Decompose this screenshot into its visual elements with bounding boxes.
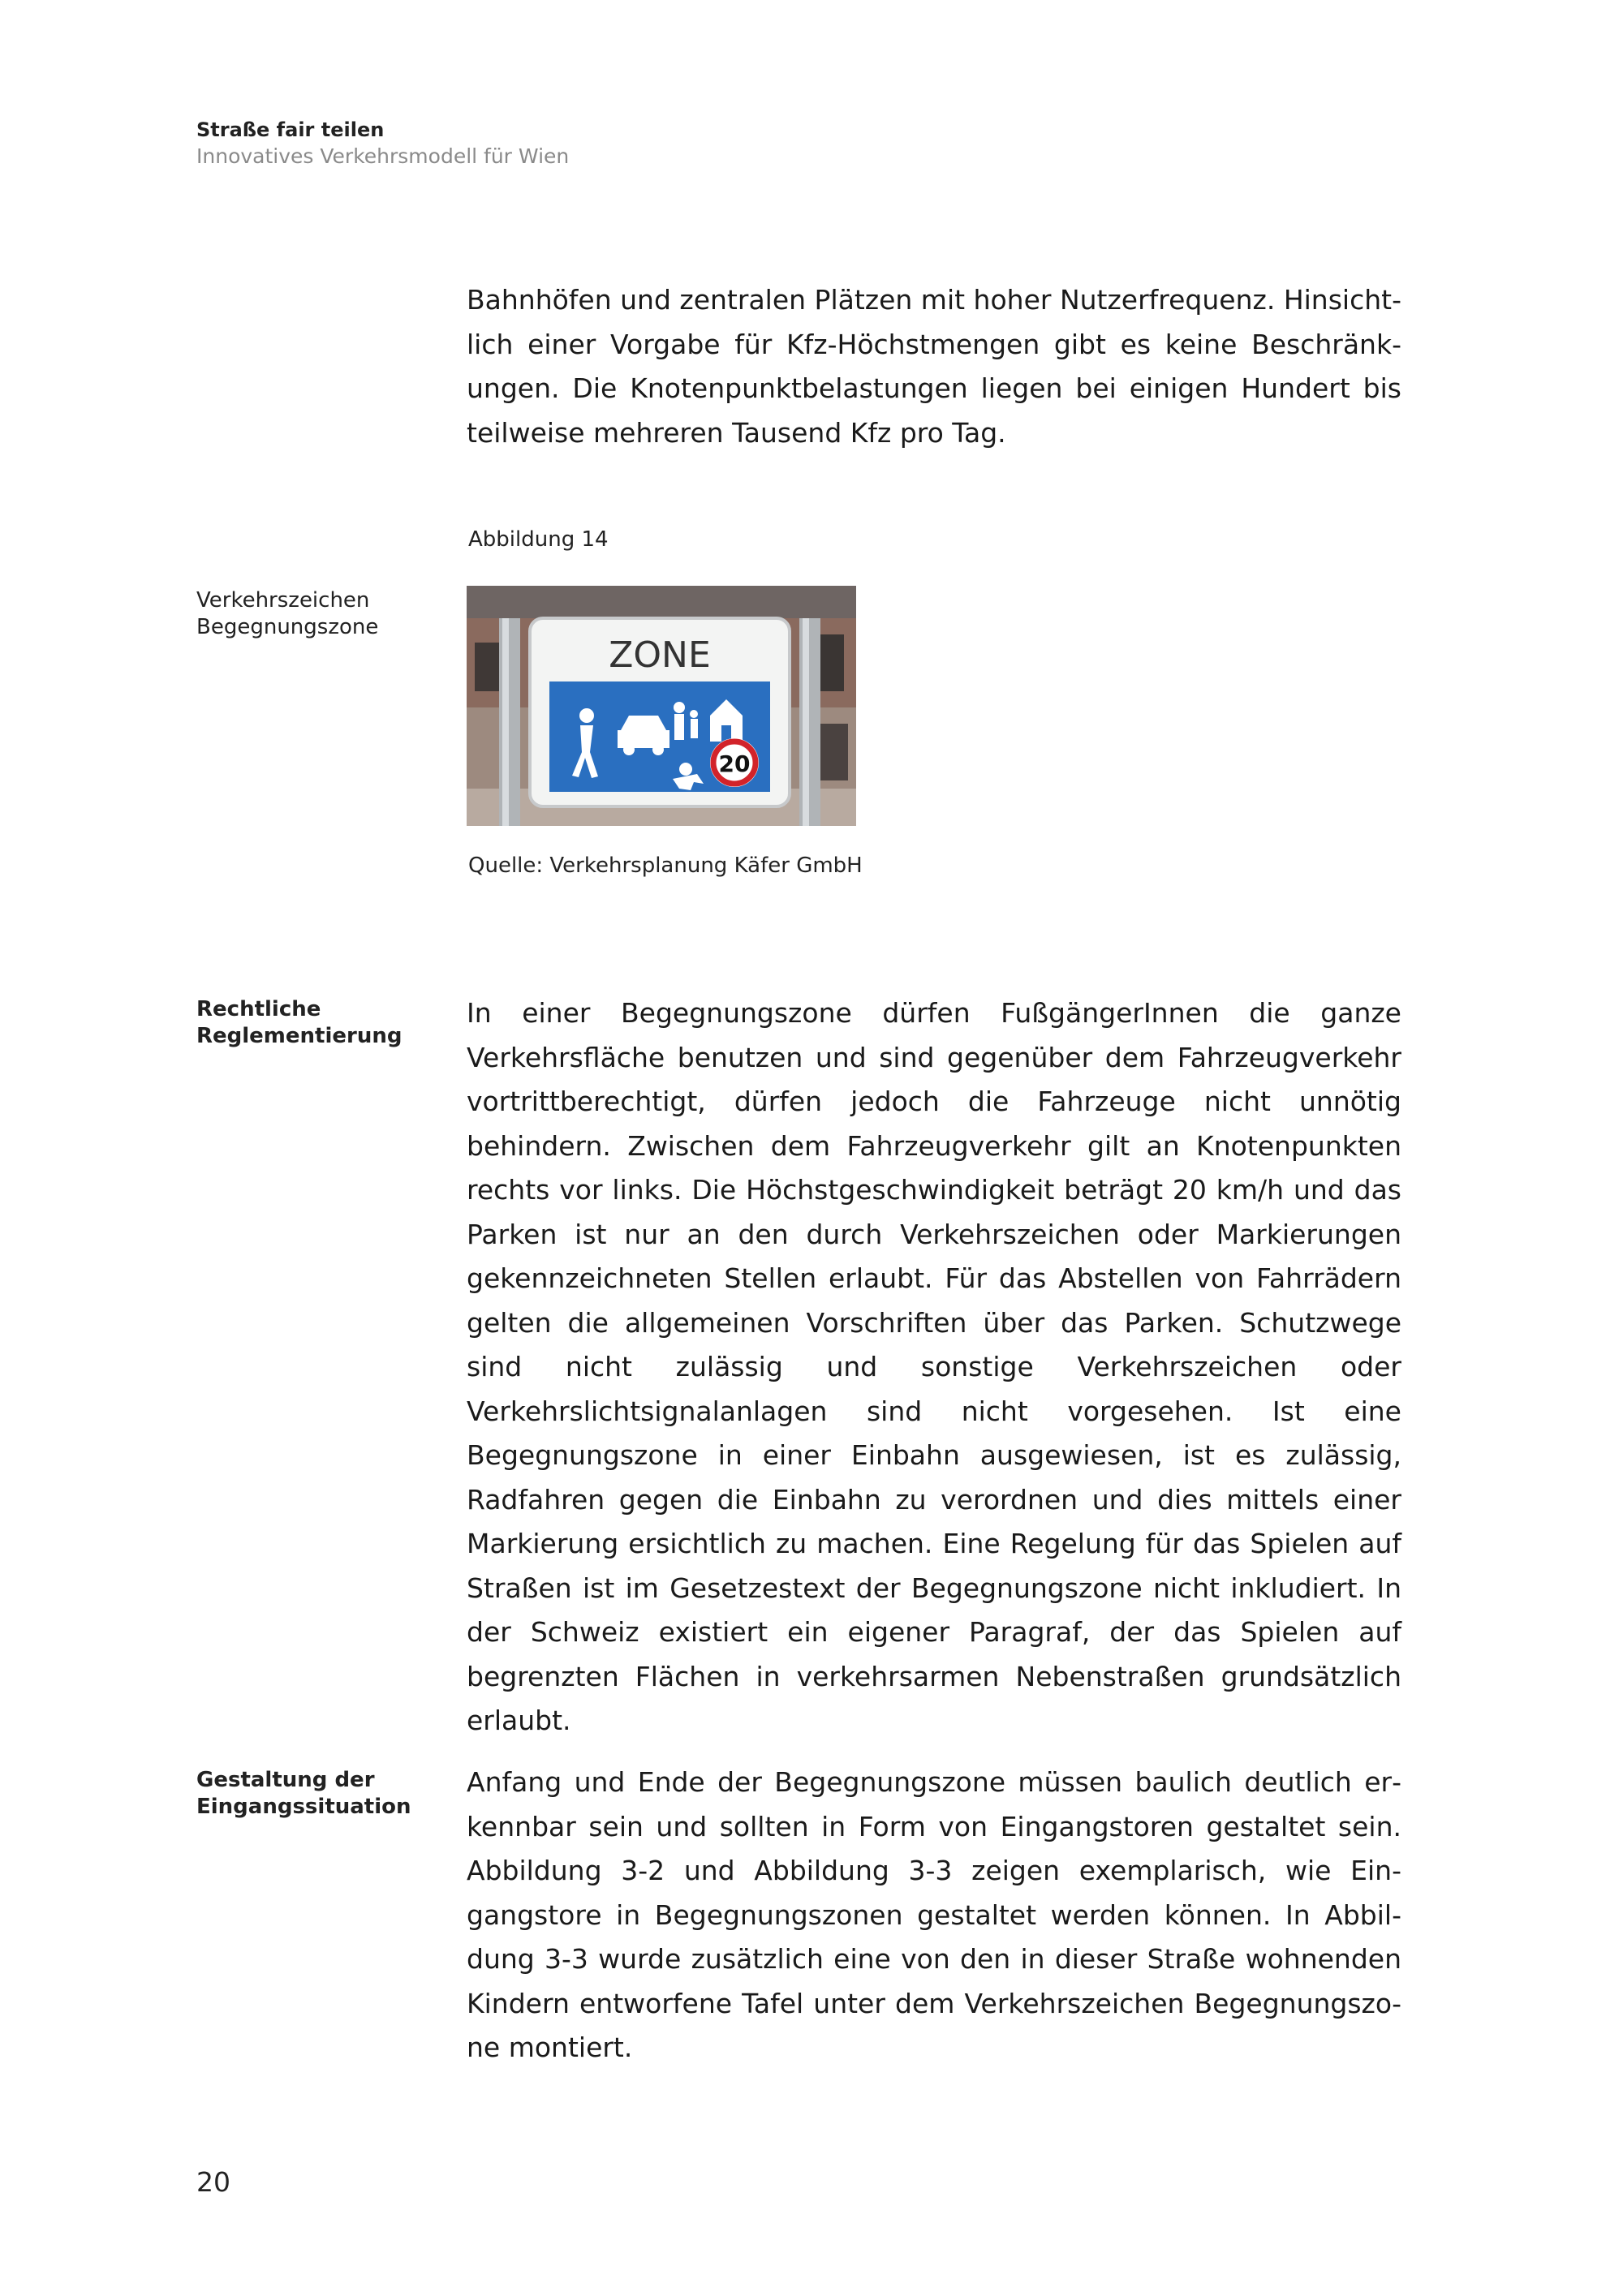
section-heading-entrance: Gestaltung der Eingangssituation [196, 1768, 411, 1819]
section-heading-legal: Rechtliche Reglementierung [196, 997, 403, 1048]
zone-sign-text: ZONE [609, 634, 711, 676]
zone-sign-photo [467, 586, 856, 826]
section-text-legal: In einer Begegnungszone dürfen FußgängerInnen die ganze Verkehrsfläche benutzen und sind gegenüber dem Fahrzeugverkehr vortrittberechtigt, dürfen jedoch die Fahrzeuge nicht unnötig behindern. Zwischen dem Fahrzeugverkehr gilt an Knotenpunkten rechts vor links. Die Höchstgeschwindigkeit beträgt 20 km/h und das Parken ist nur an den durch Verkehrszeichen oder Markierungen gekennzeichneten Stellen erlaubt. Für das Abstellen von Fahrrädern gelten die allgemeinen Vorschriften über das Parken. Schutzwege sind nicht zulässig und sonstige Verkehrszeichen oder Verkehrslichtsignalanlagen sind nicht vorgesehen. Ist eine Begegnungszone in einer Einbahn ausgewiesen, ist es zulässig, Radfahren gegen die Einbahn zu verordnen und dies mittels einer Markierung ersichtlich zu machen. Eine Regelung für das Spielen auf Straßen ist im Gesetzestext der Begegnungszone nicht inkludiert. In der Schweiz existiert ein eigener Paragraf, der das Spielen auf begrenzten Flächen in verkehrsarmen Nebenstraßen grundsätzlich erlaubt. [467, 997, 1401, 1736]
page-number: 20 [196, 2166, 230, 2198]
speed-limit-text: 20 [718, 750, 751, 777]
figure-label: Abbildung 14 [468, 527, 609, 552]
document-subtitle: Innovatives Verkehrsmodell für Wien [196, 144, 570, 168]
figure-side-caption: Verkehrszeichen Begegnungszone [196, 588, 379, 639]
figure-source: Quelle: Verkehrsplanung Käfer GmbH [468, 853, 863, 878]
intro-paragraph: Bahnhöfen und zentralen Plätzen mit hoher Nutzerfrequenz. Hinsichtlich einer Vorgabe für Kfz-Höchstmengen gibt es keine Beschränkungen. Die Knotenpunktbelastungen liegen bei einigen Hundert bis teilweise mehreren Tausend Kfz pro Tag. [467, 284, 1401, 449]
section-text-entrance: Anfang und Ende der Begegnungszone müssen baulich deutlich erkennbar sein und sollten in Form von Eingangstoren gestaltet sein. Abbildung 3-2 und Abbildung 3-3 zeigen exemplarisch, wie Eingangstore in Begegnungszonen gestaltet werden können. In Abbildung 3-3 wurde zusätzlich eine von den in dieser Straße wohnenden Kindern entworfene Tafel unter dem Verkehrszeichen Begegnungszone montiert. [467, 1766, 1401, 2063]
document-title: Straße fair teilen [196, 118, 385, 141]
